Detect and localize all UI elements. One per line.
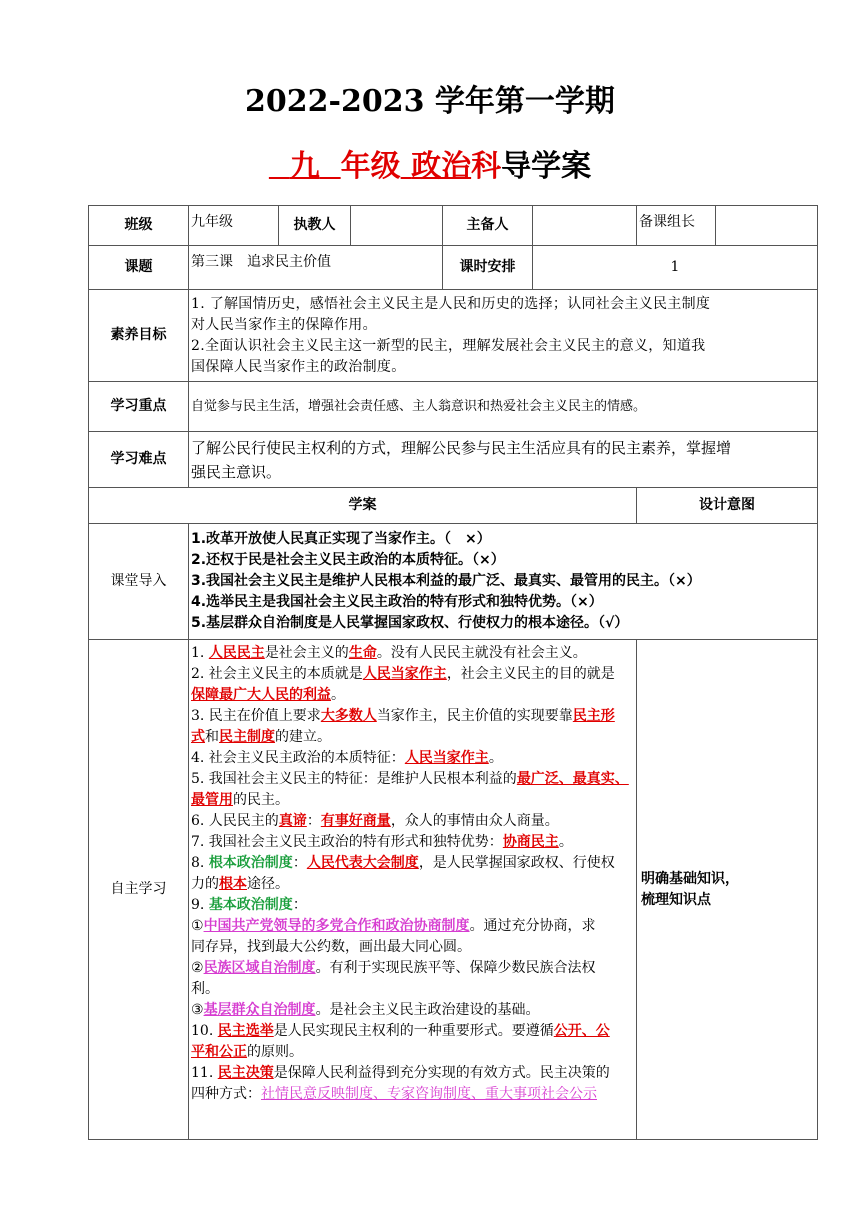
study-text: ② <box>191 960 204 976</box>
design-note-line: 明确基础知识， <box>641 870 739 887</box>
key-term: 协商民主 <box>502 834 559 850</box>
key-term: 最管用 <box>191 792 233 808</box>
intro-item: 1.改革开放使人民真正实现了当家作主。（ ×） <box>191 531 491 547</box>
intro-items <box>189 524 818 640</box>
study-text: 途径。 <box>247 876 289 892</box>
study-line <box>191 895 634 916</box>
study-text: 2. 社会主义民主的本质就是 <box>191 666 363 682</box>
self-study-content <box>189 640 637 1140</box>
subtitle-subject-suffix: 科 <box>471 149 502 184</box>
key-term: 公开、公 <box>553 1023 610 1039</box>
heading-term: 根本政治制度 <box>208 855 293 871</box>
leader-value <box>716 206 818 246</box>
design-header: 设计意图 <box>637 488 818 524</box>
leader-label: 备课组长 <box>637 206 716 246</box>
info-row-2 <box>89 246 818 290</box>
study-text: ，是人民掌握国家政权、行使权 <box>418 855 615 871</box>
study-text: 是保障人民利益得到充分实现的有效方式。民主决策的 <box>273 1065 610 1081</box>
study-line <box>191 853 634 874</box>
goals-row <box>89 290 818 382</box>
study-text: 5. 我国社会主义民主的特征：是维护人民根本利益的 <box>191 771 517 787</box>
system-term: 基层群众自治制度 <box>203 1002 316 1018</box>
study-text: 是人民实现民主权利的一种重要形式。要遵循 <box>273 1023 554 1039</box>
study-text: 。没有人民民主就没有社会主义。 <box>376 645 587 661</box>
study-line <box>191 664 634 685</box>
key-term: 民主决策 <box>217 1065 274 1081</box>
key-term: 保障最广大人民的利益 <box>191 687 331 703</box>
preparer-value <box>533 206 637 246</box>
goals-line: 1. 了解国情历史，感悟社会主义民主是人民和历史的选择；认同社会主义民主制度 <box>191 295 711 312</box>
study-text: 同存异，找到最大公约数，画出最大同心圆。 <box>191 939 471 955</box>
system-term: 民族区域自治制度 <box>203 960 316 976</box>
key-term: 真谛 <box>278 813 307 829</box>
difficulty-text <box>189 432 818 488</box>
study-text: ③ <box>191 1002 204 1018</box>
key-point-row <box>89 382 818 432</box>
study-line <box>191 916 634 937</box>
study-line <box>191 706 634 727</box>
study-line <box>191 937 634 958</box>
intro-item: 4.选举民主是我国社会主义民主政治的特有形式和独特优势。（×） <box>191 594 603 610</box>
info-row-1 <box>89 206 818 246</box>
key-term: 最广泛、最真实、 <box>516 771 629 787</box>
study-text: 力的 <box>191 876 219 892</box>
study-text: ，众人的事情由众人商量。 <box>390 813 559 829</box>
design-note-line: 梳理知识点 <box>641 891 711 908</box>
key-term: 大多数人 <box>320 708 377 724</box>
teacher-label: 执教人 <box>279 206 351 246</box>
study-text: 四种方式： <box>191 1086 261 1102</box>
study-line <box>191 727 634 748</box>
key-term: 民主形 <box>572 708 615 724</box>
section-header-row <box>89 488 818 524</box>
study-line <box>191 1084 634 1105</box>
key-term: 人民当家作主 <box>362 666 447 682</box>
study-line <box>191 979 634 1000</box>
key-term: 生命 <box>348 645 377 661</box>
key-point-text: 自觉参与民主生活，增强社会责任感、主人翁意识和热爱社会主义民主的情感。 <box>189 382 818 432</box>
study-text: 。通过充分协商，求 <box>469 918 596 934</box>
system-term: 中国共产党领导的多党合作和政治协商制度 <box>203 918 470 934</box>
key-term: 式 <box>191 729 205 745</box>
subtitle-grade: 九 <box>289 149 320 184</box>
study-line <box>191 769 634 790</box>
study-text: 。 <box>558 834 573 850</box>
page-title: 2022-2023 学年第一学期 <box>245 84 615 119</box>
topic-label: 课题 <box>89 246 189 290</box>
study-text: 的民主。 <box>233 792 289 808</box>
key-term: 人民代表大会制度 <box>306 855 419 871</box>
study-text: 是社会主义的 <box>264 645 349 661</box>
difficulty-line: 强民主意识。 <box>191 462 282 481</box>
study-line <box>191 1021 634 1042</box>
study-line <box>191 811 634 832</box>
study-text: ： <box>306 813 321 829</box>
study-line <box>191 832 634 853</box>
study-text: 和 <box>205 729 219 745</box>
class-label: 班级 <box>89 206 189 246</box>
key-term: 根本 <box>219 876 247 892</box>
lesson-plan-table <box>88 205 818 1140</box>
difficulty-row <box>89 432 818 488</box>
study-text: 10. <box>191 1023 218 1039</box>
study-text: 4. 社会主义民主政治的本质特征： <box>191 750 405 766</box>
study-line <box>191 685 634 706</box>
study-text: 。 <box>488 750 503 766</box>
key-term: 人民当家作主 <box>404 750 489 766</box>
difficulty-label: 学习难点 <box>89 432 189 488</box>
intro-label: 课堂导入 <box>89 524 189 640</box>
intro-item: 2.还权于民是社会主义民主政治的本质特征。（×） <box>191 552 505 568</box>
key-term: 民主制度 <box>219 729 275 745</box>
study-line <box>191 1063 634 1084</box>
subtitle-doc-type: 导学案 <box>501 149 592 184</box>
study-text: 9. <box>191 897 209 913</box>
study-text: 1. <box>191 645 209 661</box>
study-text: ① <box>191 918 204 934</box>
study-text: 。有利于实现民族平等、保障少数民族合法权 <box>315 960 596 976</box>
study-text: 6. 人民民主的 <box>191 813 279 829</box>
key-term: 平和公正 <box>191 1044 247 1060</box>
study-text: 的原则。 <box>247 1044 303 1060</box>
method-term: 社情民意反映制度、专家咨询制度、重大事项社会公示 <box>261 1086 597 1102</box>
study-line <box>191 643 634 664</box>
key-term: 民主选举 <box>217 1023 274 1039</box>
subtitle-subject: 政治 <box>411 149 472 184</box>
study-line <box>191 748 634 769</box>
study-text: ，社会主义民主的目的就是 <box>446 666 615 682</box>
study-text: 当家作主，民主价值的实现要靠 <box>376 708 573 724</box>
goals-line: 对人民当家作主的保障作用。 <box>191 316 377 333</box>
study-text: 3. 民主在价值上要求 <box>191 708 321 724</box>
study-text: 11. <box>191 1065 218 1081</box>
key-term: 人民民主 <box>208 645 265 661</box>
goals-line: 2.全面认识社会主义民主这一新型的民主，理解发展社会主义民主的意义，知道我 <box>191 337 706 354</box>
study-line <box>191 958 634 979</box>
self-study-design-note <box>637 640 818 1140</box>
hours-label: 课时安排 <box>443 246 533 290</box>
study-line <box>191 790 634 811</box>
self-study-label: 自主学习 <box>89 640 189 1140</box>
study-text: ： <box>292 855 307 871</box>
intro-row <box>89 524 818 640</box>
study-text: 。是社会主义民主政治建设的基础。 <box>315 1002 540 1018</box>
intro-item: 5.基层群众自治制度是人民掌握国家政权、行使权力的根本途径。（√） <box>191 615 629 631</box>
key-term: 有事好商量 <box>320 813 391 829</box>
study-text: ： <box>292 897 307 913</box>
topic-value: 第三课 追求民主价值 <box>189 246 443 290</box>
teacher-value <box>351 206 443 246</box>
heading-term: 基本政治制度 <box>208 897 293 913</box>
study-text: 。 <box>331 687 345 703</box>
hours-value: 1 <box>533 246 818 290</box>
plan-header: 学案 <box>89 488 637 524</box>
goals-text <box>189 290 818 382</box>
self-study-row <box>89 640 818 1140</box>
study-text: 8. <box>191 855 209 871</box>
key-point-label: 学习重点 <box>89 382 189 432</box>
study-line <box>191 874 634 895</box>
study-line <box>191 1042 634 1063</box>
preparer-label: 主备人 <box>443 206 533 246</box>
page-subtitle <box>0 145 860 189</box>
intro-item: 3.我国社会主义民主是维护人民根本利益的最广泛、最真实、最管用的民主。（×） <box>191 573 701 589</box>
difficulty-line: 了解公民行使民主权利的方式，理解公民参与民主生活应具有的民主素养，掌握增 <box>191 438 732 457</box>
class-value: 九年级 <box>189 206 279 246</box>
study-text: 7. 我国社会主义民主政治的特有形式和独特优势： <box>191 834 503 850</box>
study-line <box>191 1000 634 1021</box>
subtitle-grade-suffix: 年级 <box>340 149 401 184</box>
study-text: 利。 <box>191 981 219 997</box>
goals-line: 国保障人民当家作主的政治制度。 <box>191 358 406 375</box>
goals-label: 素养目标 <box>89 290 189 382</box>
study-text: 的建立。 <box>275 729 331 745</box>
